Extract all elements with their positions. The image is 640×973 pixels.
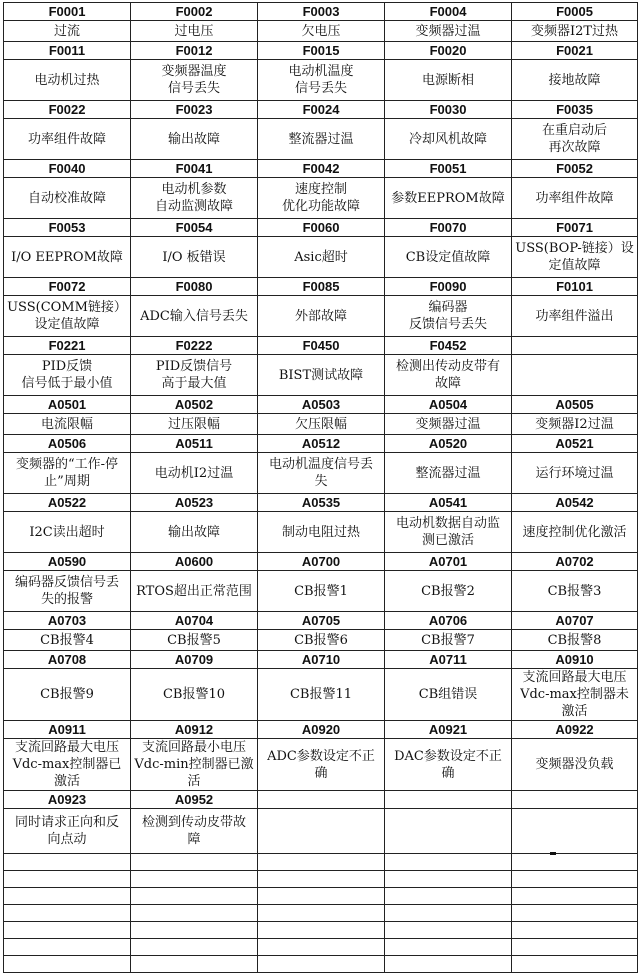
fault-alarm-code-table xyxy=(3,2,638,973)
blank-cell xyxy=(512,939,638,956)
description-row xyxy=(4,178,638,219)
description-cell: 冷却风机故障 xyxy=(385,119,512,160)
description-cell: 速度控制优化激活 xyxy=(512,512,638,553)
description-cell: 参数EEPROM故障 xyxy=(385,178,512,219)
code-row xyxy=(4,494,638,512)
description-cell: 整流器过温 xyxy=(258,119,385,160)
code-cell: F0450 xyxy=(258,337,385,355)
description-cell: CB报警2 xyxy=(385,571,512,612)
blank-cell xyxy=(512,905,638,922)
blank-cell xyxy=(512,854,638,871)
code-row xyxy=(4,791,638,809)
description-cell: 编码器 反馈信号丢失 xyxy=(385,296,512,337)
code-cell: F0041 xyxy=(131,160,258,178)
description-cell xyxy=(512,355,638,396)
description-cell: CB报警6 xyxy=(258,630,385,651)
description-cell: 过电压 xyxy=(131,21,258,42)
description-cell: 功率组件溢出 xyxy=(512,296,638,337)
code-cell: A0541 xyxy=(385,494,512,512)
code-cell: A0912 xyxy=(131,721,258,739)
description-row xyxy=(4,739,638,791)
description-cell: CB报警4 xyxy=(4,630,131,651)
blank-cell xyxy=(385,922,512,939)
description-cell: I/O 板错误 xyxy=(131,237,258,278)
code-row xyxy=(4,435,638,453)
code-cell: A0702 xyxy=(512,553,638,571)
blank-cell xyxy=(131,939,258,956)
description-cell: 电源断相 xyxy=(385,60,512,101)
description-cell: CB报警9 xyxy=(4,669,131,721)
code-cell: F0072 xyxy=(4,278,131,296)
code-row xyxy=(4,721,638,739)
description-cell: PID反馈 信号低于最小值 xyxy=(4,355,131,396)
description-row xyxy=(4,296,638,337)
code-row xyxy=(4,553,638,571)
code-cell: F0085 xyxy=(258,278,385,296)
code-cell: F0101 xyxy=(512,278,638,296)
blank-row xyxy=(4,871,638,888)
blank-cell xyxy=(131,888,258,905)
description-cell: 速度控制 优化功能故障 xyxy=(258,178,385,219)
code-cell: F0222 xyxy=(131,337,258,355)
code-cell: A0710 xyxy=(258,651,385,669)
code-cell: F0022 xyxy=(4,101,131,119)
code-cell: A0704 xyxy=(131,612,258,630)
blank-cell xyxy=(4,939,131,956)
code-cell: A0920 xyxy=(258,721,385,739)
blank-row xyxy=(4,922,638,939)
code-cell: A0910 xyxy=(512,651,638,669)
code-cell: A0952 xyxy=(131,791,258,809)
blank-cell xyxy=(258,922,385,939)
description-cell xyxy=(385,809,512,854)
description-cell: 在重启动后 再次故障 xyxy=(512,119,638,160)
code-cell: A0922 xyxy=(512,721,638,739)
code-cell: A0505 xyxy=(512,396,638,414)
code-row xyxy=(4,42,638,60)
blank-cell xyxy=(512,922,638,939)
code-row xyxy=(4,651,638,669)
code-cell: A0535 xyxy=(258,494,385,512)
blank-cell xyxy=(131,956,258,973)
description-cell: 电动机过热 xyxy=(4,60,131,101)
code-cell: F0042 xyxy=(258,160,385,178)
code-cell: F0003 xyxy=(258,3,385,21)
description-cell: 外部故障 xyxy=(258,296,385,337)
blank-cell xyxy=(385,939,512,956)
blank-row xyxy=(4,854,638,871)
code-cell: A0523 xyxy=(131,494,258,512)
code-cell: A0503 xyxy=(258,396,385,414)
code-cell: A0703 xyxy=(4,612,131,630)
description-row xyxy=(4,571,638,612)
code-cell: F0452 xyxy=(385,337,512,355)
description-cell: CB设定值故障 xyxy=(385,237,512,278)
code-cell: A0506 xyxy=(4,435,131,453)
code-cell: A0542 xyxy=(512,494,638,512)
code-row xyxy=(4,278,638,296)
code-cell: A0512 xyxy=(258,435,385,453)
code-cell: A0520 xyxy=(385,435,512,453)
code-cell: F0002 xyxy=(131,3,258,21)
description-cell: 电动机I2过温 xyxy=(131,453,258,494)
blank-cell xyxy=(131,854,258,871)
description-cell: 变频器没负载 xyxy=(512,739,638,791)
description-row xyxy=(4,60,638,101)
description-cell: 编码器反馈信号丢 失的报警 xyxy=(4,571,131,612)
description-cell: CB报警3 xyxy=(512,571,638,612)
description-cell: 变频器温度 信号丢失 xyxy=(131,60,258,101)
blank-cell xyxy=(385,905,512,922)
code-cell: A0701 xyxy=(385,553,512,571)
description-cell xyxy=(258,809,385,854)
description-cell: 支流回路最大电压 Vdc-max控制器已 激活 xyxy=(4,739,131,791)
code-cell: A0501 xyxy=(4,396,131,414)
description-cell: 变频器过温 xyxy=(385,414,512,435)
code-cell: A0600 xyxy=(131,553,258,571)
description-cell: 检测出传动皮带有 故障 xyxy=(385,355,512,396)
blank-cell xyxy=(4,922,131,939)
code-cell: F0080 xyxy=(131,278,258,296)
description-cell: 变频器I2T过热 xyxy=(512,21,638,42)
code-cell: A0709 xyxy=(131,651,258,669)
description-cell: ADC输入信号丢失 xyxy=(131,296,258,337)
blank-cell xyxy=(258,905,385,922)
code-cell: F0011 xyxy=(4,42,131,60)
code-cell: F0071 xyxy=(512,219,638,237)
description-cell: CB报警5 xyxy=(131,630,258,651)
blank-cell xyxy=(512,871,638,888)
code-cell: A0511 xyxy=(131,435,258,453)
code-cell: F0012 xyxy=(131,42,258,60)
blank-cell xyxy=(512,888,638,905)
code-cell: F0020 xyxy=(385,42,512,60)
code-row xyxy=(4,219,638,237)
code-row xyxy=(4,101,638,119)
blank-cell xyxy=(131,871,258,888)
code-cell: A0711 xyxy=(385,651,512,669)
description-cell: 电动机参数 自动监测故障 xyxy=(131,178,258,219)
code-cell: F0221 xyxy=(4,337,131,355)
code-cell: A0706 xyxy=(385,612,512,630)
description-cell: 运行环境过温 xyxy=(512,453,638,494)
description-row xyxy=(4,237,638,278)
description-cell: CB报警10 xyxy=(131,669,258,721)
description-cell: 电动机温度信号丢 失 xyxy=(258,453,385,494)
code-cell: A0521 xyxy=(512,435,638,453)
code-cell: A0923 xyxy=(4,791,131,809)
code-cell: F0052 xyxy=(512,160,638,178)
description-row xyxy=(4,669,638,721)
description-cell: CB报警7 xyxy=(385,630,512,651)
description-row xyxy=(4,355,638,396)
description-row xyxy=(4,453,638,494)
description-cell: RTOS超出正常范围 xyxy=(131,571,258,612)
description-cell: 电流限幅 xyxy=(4,414,131,435)
description-cell: 变频器的“工作-停 止”周期 xyxy=(4,453,131,494)
description-cell: DAC参数设定不正 确 xyxy=(385,739,512,791)
description-cell: 输出故障 xyxy=(131,512,258,553)
blank-cell xyxy=(4,956,131,973)
code-cell: A0502 xyxy=(131,396,258,414)
blank-cell xyxy=(4,905,131,922)
description-row xyxy=(4,414,638,435)
description-cell: 过流 xyxy=(4,21,131,42)
description-cell: 整流器过温 xyxy=(385,453,512,494)
code-cell: A0522 xyxy=(4,494,131,512)
description-cell: CB报警8 xyxy=(512,630,638,651)
code-row xyxy=(4,337,638,355)
blank-cell xyxy=(258,939,385,956)
code-cell: A0707 xyxy=(512,612,638,630)
blank-cell xyxy=(512,956,638,973)
code-cell: F0040 xyxy=(4,160,131,178)
blank-cell xyxy=(258,888,385,905)
code-cell xyxy=(512,791,638,809)
description-cell: 支流回路最小电压 Vdc-min控制器已激 活 xyxy=(131,739,258,791)
description-cell: CB报警11 xyxy=(258,669,385,721)
code-cell: F0004 xyxy=(385,3,512,21)
code-cell: F0005 xyxy=(512,3,638,21)
description-row xyxy=(4,512,638,553)
code-cell: F0015 xyxy=(258,42,385,60)
description-cell: 欠压限幅 xyxy=(258,414,385,435)
blank-cell xyxy=(258,854,385,871)
description-cell: 支流回路最大电压 Vdc-max控制器未 激活 xyxy=(512,669,638,721)
description-cell: USS(COMM链接） 设定值故障 xyxy=(4,296,131,337)
description-cell: CB报警1 xyxy=(258,571,385,612)
description-cell: I/O EEPROM故障 xyxy=(4,237,131,278)
description-cell: 变频器过温 xyxy=(385,21,512,42)
description-row xyxy=(4,21,638,42)
description-cell: 电动机温度 信号丢失 xyxy=(258,60,385,101)
scan-mark xyxy=(550,852,556,855)
description-cell: 检测到传动皮带故 障 xyxy=(131,809,258,854)
description-cell: 欠电压 xyxy=(258,21,385,42)
code-cell: A0705 xyxy=(258,612,385,630)
blank-row xyxy=(4,956,638,973)
blank-cell xyxy=(4,871,131,888)
code-cell: A0708 xyxy=(4,651,131,669)
description-cell xyxy=(512,809,638,854)
description-cell: 制动电阻过热 xyxy=(258,512,385,553)
description-cell: ADC参数设定不正 确 xyxy=(258,739,385,791)
code-cell: F0060 xyxy=(258,219,385,237)
code-cell xyxy=(385,791,512,809)
code-row xyxy=(4,3,638,21)
code-cell: F0030 xyxy=(385,101,512,119)
blank-cell xyxy=(385,871,512,888)
code-cell: F0051 xyxy=(385,160,512,178)
code-cell: A0700 xyxy=(258,553,385,571)
description-row xyxy=(4,809,638,854)
description-cell: BIST测试故障 xyxy=(258,355,385,396)
description-cell: 功率组件故障 xyxy=(4,119,131,160)
code-cell: A0921 xyxy=(385,721,512,739)
description-cell: 接地故障 xyxy=(512,60,638,101)
code-row xyxy=(4,612,638,630)
code-cell: F0053 xyxy=(4,219,131,237)
code-row xyxy=(4,160,638,178)
code-cell: F0024 xyxy=(258,101,385,119)
blank-cell xyxy=(131,922,258,939)
code-cell xyxy=(258,791,385,809)
code-cell: F0035 xyxy=(512,101,638,119)
description-cell: USS(BOP-链接）设 定值故障 xyxy=(512,237,638,278)
blank-cell xyxy=(4,888,131,905)
description-cell: Asic超时 xyxy=(258,237,385,278)
code-cell: F0023 xyxy=(131,101,258,119)
code-cell xyxy=(512,337,638,355)
description-row xyxy=(4,630,638,651)
blank-cell xyxy=(385,956,512,973)
description-cell: CB组错误 xyxy=(385,669,512,721)
description-cell: I2C读出超时 xyxy=(4,512,131,553)
blank-cell xyxy=(258,956,385,973)
blank-row xyxy=(4,888,638,905)
code-cell: F0021 xyxy=(512,42,638,60)
description-cell: PID反馈信号 高于最大值 xyxy=(131,355,258,396)
blank-cell xyxy=(385,888,512,905)
description-row xyxy=(4,119,638,160)
code-row xyxy=(4,396,638,414)
code-cell: F0001 xyxy=(4,3,131,21)
description-cell: 电动机数据自动监 测已激活 xyxy=(385,512,512,553)
description-cell: 变频器I2过温 xyxy=(512,414,638,435)
blank-cell xyxy=(258,871,385,888)
code-cell: F0070 xyxy=(385,219,512,237)
code-cell: A0504 xyxy=(385,396,512,414)
description-cell: 输出故障 xyxy=(131,119,258,160)
code-cell: F0090 xyxy=(385,278,512,296)
description-cell: 过压限幅 xyxy=(131,414,258,435)
code-cell: A0590 xyxy=(4,553,131,571)
code-cell: F0054 xyxy=(131,219,258,237)
blank-cell xyxy=(4,854,131,871)
blank-row xyxy=(4,905,638,922)
blank-row xyxy=(4,939,638,956)
description-cell: 功率组件故障 xyxy=(512,178,638,219)
blank-cell xyxy=(385,854,512,871)
code-cell: A0911 xyxy=(4,721,131,739)
description-cell: 自动校准故障 xyxy=(4,178,131,219)
blank-cell xyxy=(131,905,258,922)
description-cell: 同时请求正向和反 向点动 xyxy=(4,809,131,854)
